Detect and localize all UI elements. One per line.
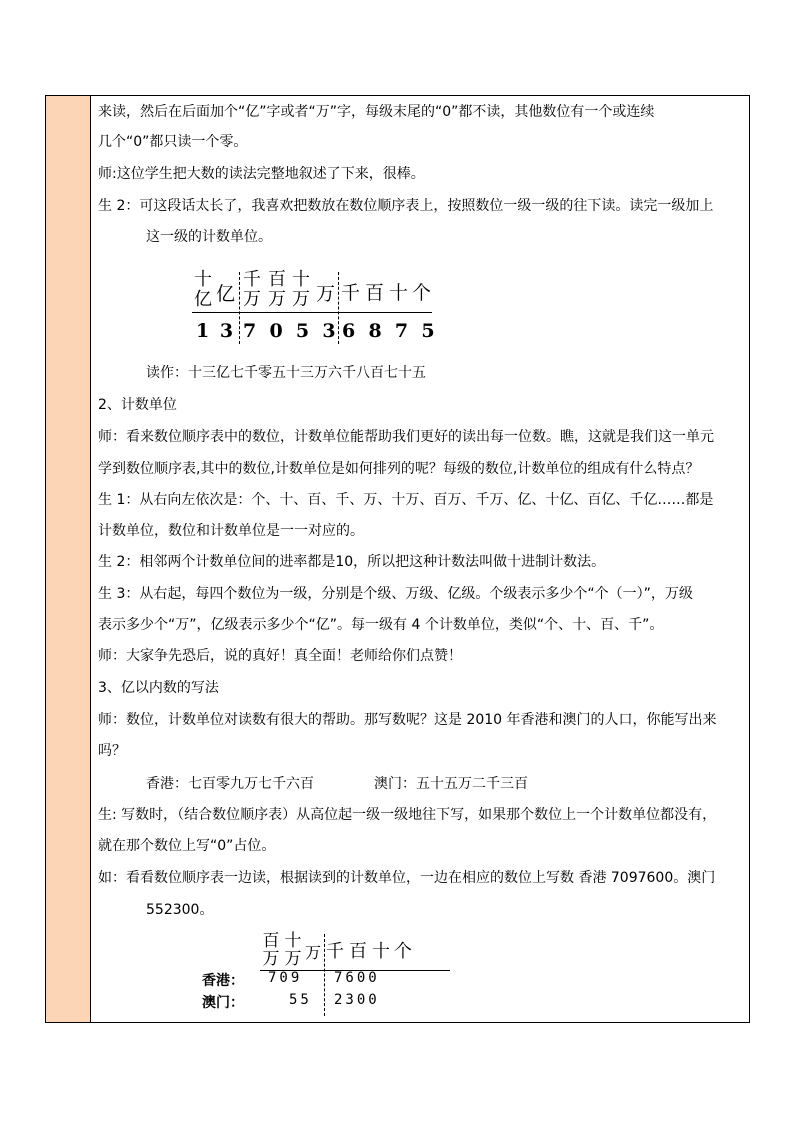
section-heading: 2、计数单位	[98, 397, 177, 413]
text-line: 师：大家争先恐后，说的真好！真全面！老师给你们点赞！	[98, 648, 462, 664]
header-wan: 万	[316, 283, 336, 305]
header-shi: 十	[389, 282, 409, 304]
text-line-macau: 澳门：五十五万二千三百	[374, 776, 528, 792]
text-line: 生 2：可这段话太长了，我喜欢把数放在数位顺序表上，按照数位一级一级的往下读。读完一级加上	[98, 198, 714, 214]
text-line: 就在那个数位上写“0”占位。	[98, 838, 276, 854]
text-line: 生 3：从右起，每四个数位为一级，分别是个级、万级、亿级。个级表示多少个“个（一）”，万级	[98, 586, 693, 602]
text-line: 表示多少个“万”，亿级表示多少个“亿”。每一级有 4 个计数单位，类似“个、十、百、千”。	[98, 617, 664, 633]
header-shiwan: 十 万	[292, 269, 310, 310]
chart-underline	[192, 312, 432, 313]
text-line: 生: 写数时，（结合数位顺序表）从高位起一级一级地往下写，如果那个数位上一个计数单位都没有，	[98, 807, 717, 823]
header-baiwan: 百 万	[268, 269, 286, 310]
header-ge: 个	[412, 282, 432, 304]
header-wan: 万	[305, 943, 322, 962]
digits-macau-ge: 2300	[334, 992, 380, 1008]
text-line: 生 2：相邻两个计数单位间的进率都是10，所以把这种计数法叫做十进制计数法。	[98, 554, 606, 570]
lesson-table	[45, 95, 750, 1023]
text-line: 计数单位，数位和计数单位是一一对应的。	[98, 523, 364, 539]
text-line: 师:这位学生把大数的读法完整地叙述了下来，很棒。	[98, 166, 425, 182]
header-yi: 亿	[216, 283, 236, 305]
level-divider	[338, 272, 339, 344]
header-baiwan: 百 万	[262, 931, 280, 969]
text-line: 师：看来数位顺序表中的数位，计数单位能帮助我们更好的读出每一位数。瞧，这就是我们这一单元	[98, 429, 714, 445]
text-line: 552300。	[146, 902, 214, 918]
header-ge: 个	[394, 941, 412, 962]
row-label-hongkong: 香港：	[202, 973, 244, 989]
level-divider	[324, 934, 325, 1016]
text-line: 几个“0”都只读一个零。	[98, 134, 248, 150]
text-line: 学到数位顺序表,其中的数位,计数单位是如何排列的呢？每级的数位,计数单位的组成有什么特点？	[98, 461, 700, 477]
header-shiwan: 十 万	[284, 931, 302, 969]
text-line: 吗？	[98, 743, 126, 759]
level-divider	[239, 272, 240, 344]
digits-yi-level: 1 3	[196, 320, 234, 342]
header-qianwan: 千 万	[243, 269, 261, 310]
text-line: 如：看看数位顺序表一边读，根据读到的计数单位，一边在相应的数位上写数 香港 7097600。澳门	[98, 870, 716, 886]
header-qian: 千	[341, 282, 361, 304]
header-shi: 十	[372, 941, 390, 962]
digits-hongkong-wan: 709	[268, 970, 303, 986]
header-bai: 百	[349, 941, 367, 962]
header-shiyi: 十 亿	[194, 269, 212, 310]
text-line: 读作：十三亿七千零五十三万六千八百七十五	[146, 365, 426, 381]
header-qian: 千	[326, 941, 344, 962]
text-line-hongkong: 香港：七百零九万七千六百	[146, 776, 314, 792]
text-line: 师：数位，计数单位对读数有很大的帮助。那写数呢？这是 2010 年香港和澳门的人口，你能写出来	[98, 712, 717, 728]
left-shaded-column	[46, 96, 91, 1022]
section-heading: 3、亿以内数的写法	[98, 680, 219, 696]
digits-macau-wan: 55	[289, 992, 312, 1008]
digits-ge-level: 6 8 7 5	[342, 320, 435, 342]
header-bai: 百	[365, 282, 385, 304]
row-label-macau: 澳门：	[202, 995, 244, 1011]
digits-wan-level: 7 0 5 3	[243, 320, 336, 342]
text-line: 来读，然后在后面加个“亿”字或者“万”字，每级末尾的“0”都不读，其他数位有一个或连续	[98, 104, 655, 120]
text-line: 生 1：从右向左依次是：个、十、百、千、万、十万、百万、千万、亿、十亿、百亿、千亿……都是	[98, 492, 714, 508]
text-line: 这一级的计数单位。	[146, 229, 272, 245]
digits-hongkong-ge: 7600	[334, 970, 380, 986]
